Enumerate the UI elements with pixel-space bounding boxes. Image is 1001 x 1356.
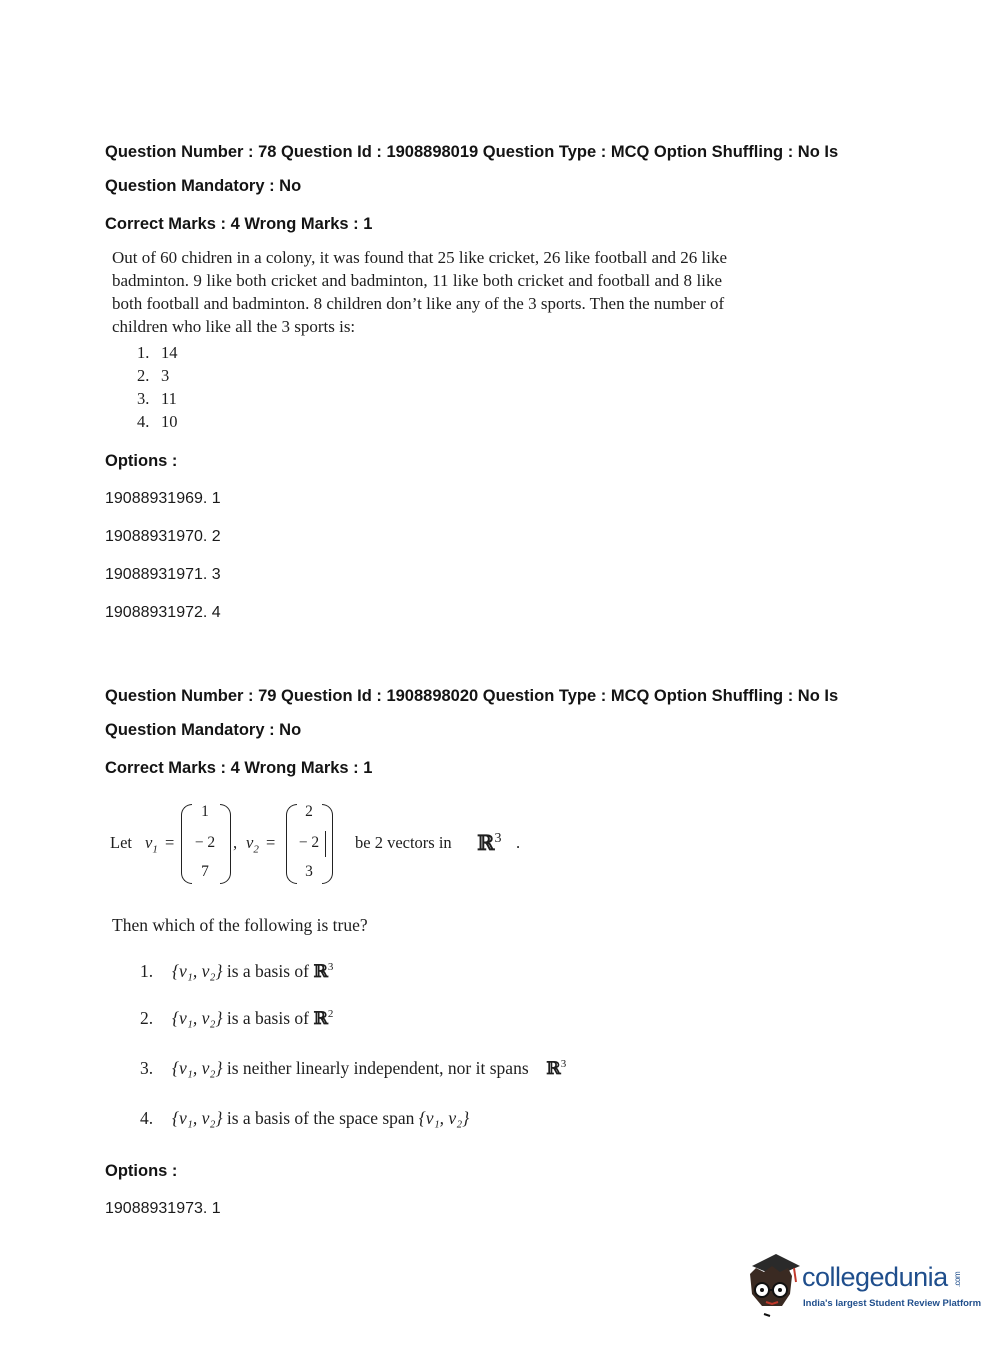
v1-entry: 1 — [201, 803, 209, 820]
logo-wordmark: collegedunia .com — [802, 1262, 962, 1292]
q78-header-line2: Question Mandatory : No — [105, 177, 302, 195]
v1-right-paren — [220, 804, 231, 884]
mascot-icon — [742, 1250, 802, 1320]
q79-header-line2: Question Mandatory : No — [105, 721, 302, 739]
q78-option-3: 19088931971. 3 — [105, 566, 221, 583]
q79-choice-4: 4. {v₁, v₂} is a basis of the space span {v₁, v₂} — [140, 1108, 470, 1128]
v1-entry: − 2 — [194, 834, 216, 851]
q78-text-line: badminton. 9 like both cricket and badminton, 11 like both cricket and football and 8 like — [112, 271, 722, 290]
v2-entry: 3 — [305, 863, 313, 880]
q78-text-line: both football and badminton. 8 children don’t like any of the 3 sports. Then the number of — [112, 294, 725, 313]
collegedunia-logo — [742, 1250, 982, 1320]
q78-option-2: 19088931970. 2 — [105, 528, 221, 545]
v2-right-paren — [322, 804, 333, 884]
q78-question-text — [112, 246, 727, 338]
let-text: Let — [110, 833, 132, 852]
q79-header-line1: Question Number : 79 Question Id : 1908898020 Question Type : MCQ Option Shuffling : No Is — [105, 687, 839, 705]
q78-text-line: Out of 60 chidren in a colony, it was found that 25 like cricket, 26 like football and 26 like — [112, 248, 727, 267]
q78-options-label: Options : — [105, 452, 178, 470]
q78-option-4: 19088931972. 4 — [105, 604, 221, 621]
q78-option-1: 19088931969. 1 — [105, 490, 221, 507]
q79-option-1: 19088931973. 1 — [105, 1200, 221, 1217]
q78-marks: Correct Marks : 4 Wrong Marks : 1 — [105, 215, 373, 233]
q79-marks: Correct Marks : 4 Wrong Marks : 1 — [105, 759, 373, 777]
q78-header-line1: Question Number : 78 Question Id : 1908898019 Question Type : MCQ Option Shuffling : No Is — [105, 143, 839, 161]
q78-choice-2: 2. 3 — [137, 366, 170, 385]
q78-choice-3: 3. 11 — [137, 389, 177, 408]
v1-equals: = — [165, 833, 175, 852]
period: . — [516, 833, 521, 852]
q79-choice-1: 1. {v₁, v₂} is a basis of ℝ$^3$ — [140, 961, 334, 982]
v1-left-bar — [181, 831, 182, 857]
v1-label: $v_1$ — [145, 833, 158, 856]
q78-text-line: children who like all the 3 sports is: — [112, 317, 356, 336]
r3-symbol: ℝ$^3$ — [477, 830, 502, 855]
q78-choice-4: 4. 10 — [137, 412, 178, 431]
v2-left-bar — [286, 831, 287, 857]
v2-entry: 2 — [305, 803, 313, 820]
q78-choice-1: 1. 14 — [137, 343, 178, 362]
comma: , — [233, 833, 238, 852]
v2-equals: = — [266, 833, 276, 852]
v2-label: $v_2$ — [246, 833, 259, 856]
be-text: be 2 vectors in — [355, 833, 452, 852]
v2-entry: − 2 — [298, 834, 320, 851]
q79-options-label: Options : — [105, 1162, 178, 1180]
q79-choice-3: 3. {v₁, v₂} is neither linearly independent, nor it spans ℝ$^3$ — [140, 1058, 567, 1079]
q79-choice-2: 2. {v₁, v₂} is a basis of ℝ$^2$ — [140, 1008, 334, 1029]
v1-entry: 7 — [201, 863, 209, 880]
logo-tagline: India's largest Student Review Platform — [803, 1298, 982, 1309]
q79-prompt: Then which of the following is true? — [112, 915, 368, 935]
